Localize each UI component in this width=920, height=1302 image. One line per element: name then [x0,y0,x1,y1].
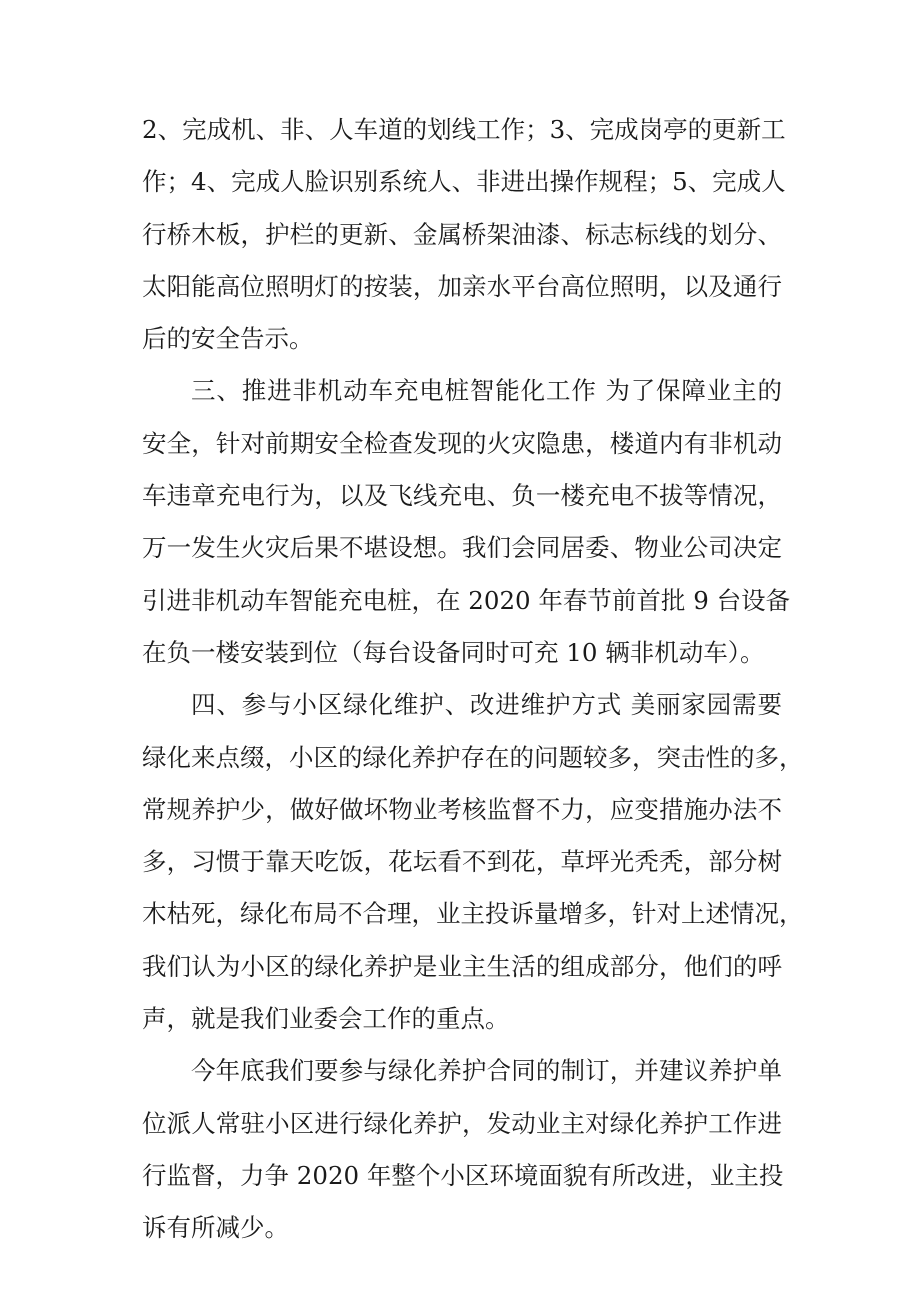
text-line: 常规养护少，做好做坏物业考核监督不力，应变措施办法不 [142,794,782,824]
text-line: 诉有所减少。 [142,1213,289,1243]
paragraph-ebike-charging [142,365,791,679]
text-line: 今年底我们要参与绿化养护合同的制订，并建议养护单 [191,1056,782,1086]
text-line: 后的安全告示。 [142,324,314,354]
text-line: 行监督，力争 2020 年整个小区环境面貌有所改进，业主投 [142,1160,784,1190]
text-line: 行桥木板，护栏的更新、金属桥架油漆、标志标线的划分、 [142,219,782,249]
text-line: 木枯死，绿化布局不合理，业主投诉量增多，针对上述情况， [142,899,804,929]
text-line: 声，就是我们业委会工作的重点。 [142,1004,510,1034]
text-line: 安全，针对前期安全检查发现的火灾隐患，楼道内有非机动 [142,428,782,458]
text-line: 太阳能高位照明灯的按装，加亲水平台高位照明，以及通行 [142,271,782,301]
document-body [142,104,804,1255]
paragraph-completed-works [142,104,786,365]
text-line: 作；4、完成人脸识别系统人、非进出操作规程；5、完成人 [142,167,786,197]
text-line: 我们认为小区的绿化养护是业主生活的组成部分，他们的呼 [142,951,782,981]
text-line: 位派人常驻小区进行绿化养护，发动业主对绿化养护工作进 [142,1108,782,1138]
section-heading-line: 四、参与小区绿化维护、改进维护方式 美丽家园需要 [191,690,782,720]
text-line: 车违章充电行为，以及飞线充电、负一楼充电不拔等情况， [142,481,782,511]
paragraph-year-end-plan [142,1045,782,1254]
text-line: 多，习惯于靠天吃饭，花坛看不到花，草坪光秃秃，部分树 [142,847,782,877]
text-line: 引进非机动车智能充电桩，在 2020 年春节前首批 9 台设备 [142,585,791,615]
text-line: 绿化来点缀，小区的绿化养护存在的问题较多，突击性的多， [142,742,804,772]
text-line: 万一发生火灾后果不堪设想。我们会同居委、物业公司决定 [142,533,782,563]
paragraph-greening-maintenance [142,679,804,1045]
text-line: 在负一楼安装到位（每台设备同时可充 10 辆非机动车）。 [142,637,765,667]
section-heading-line: 三、推进非机动车充电桩智能化工作 为了保障业主的 [191,376,782,406]
text-line: 2、完成机、非、人车道的划线工作；3、完成岗亭的更新工 [142,115,786,144]
